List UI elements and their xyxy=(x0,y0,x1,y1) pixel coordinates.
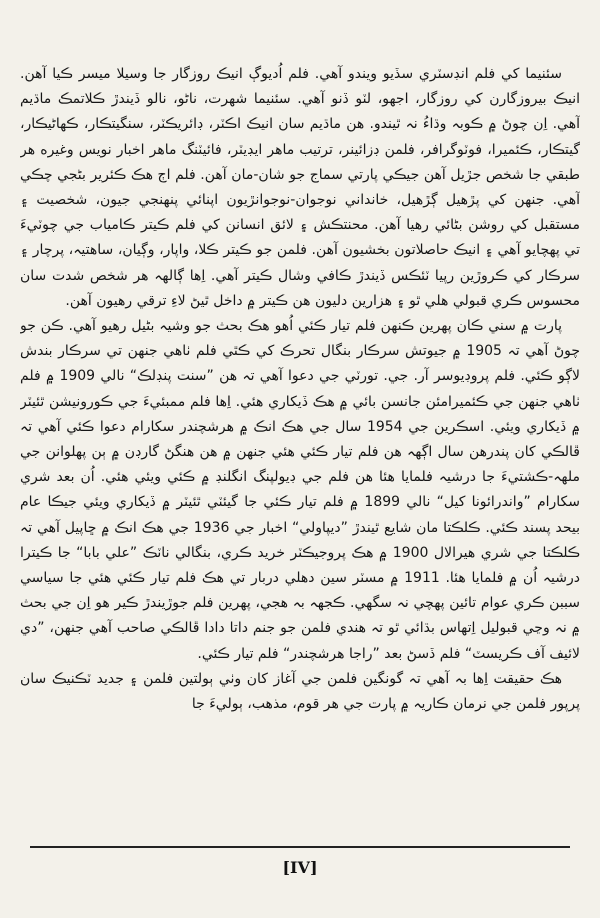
footer-divider xyxy=(30,846,570,848)
body-text xyxy=(20,62,580,820)
paragraph-1: سئنيما کي فلم انڊسٽري سڏيو ويندو آهي. فلم اُديوڳ انيڪ روزگار جا وسيلا ميسر ڪيا آهن. انيڪ بيروزگارن کي روزگار، اجهو، لٽو ڏنو آهي. سئنيما شهرت، ناڻو، نالو ڏيندڙ ڪلاتمڪ ماڌيم آهي. اِن چوڻ ۾ ڪوبہ وڌاءُ نہ ٿيندو. هن ماڌيم سان انيڪ اڪٽر، ڊائريڪٽر، سنگيتڪار، ڪهاڻيڪار، گيتڪار، ڪئميرا، فوٽوگرافر، فلمن ڊزائينر، ترتيب ماهر ايڊيٽر، فائيٽنگ ماهر اخبار نويس وغيره هر طبقي جا شخص جڙيل آهن جيڪي پارتي سماج جو شان-مان آهن. فلم اڄ هڪ ڪئرير بڻجي چڪي آهي. جنهن کي پڙهيل ڳڙهيل، خانداني نوجوان-نوجوانڙيون اپنائي پنهنجي جيون، شخصيت ۽ مستقبل کي روشن بڻائي رهيا آهن. محنتڪش ۽ لائق انسانن کي فلم ڪيتر ڪامياب جي چوٽيءَ تي پهچايو آهي ۽ انيڪ حاصلاتون بخشيون آهن. فلمن جو ڪيتر ڪلا، واپار، وڳيان، ساهتيہ، پرچار ۽ سرڪار کي ڪروڙين رپيا ٽئڪس ڏيندڙ ڪافي وشال ڪيتر آهي. اِها ڳالهہ هر شخص شدت سان محسوس ڪري قبولي هلي ٿو ۽ هزارين دليون هن ڪيتر ۾ داخل ٿيڻ لاءِ ترقي رهيون آهن. xyxy=(20,66,580,309)
paragraph-2: پارت ۾ سني ڪان پهرين ڪنهن فلم تيار ڪئي اُهو هڪ بحث جو وشيہ بڻيل رهيو آهي. ڪن جو چوڻ آهي تہ 1905 ۾ جيوتش سرڪار بنگال تحرڪ کي ڪٿي فلم ٺاهي جنهن تي سرڪار بندش لاڳو ڪئي. فلم پروڊيوسر آر. جي. تورٽي جي دعوا آهي تہ هن ”سنت پنڊلڪ“ نالي 1909 ۾ فلم ٺاهي جنهن جي ڪئميرامئن جانسن بائي ۾ هڪ ڏيکاري هئي. اِها فلم ممبئيءَ جي ڪورونيشن ٿئيٽر ۾ ڏيکاري ويئي. اسڪرين جي 1954 سال جي هڪ انڪ ۾ هرشچندر سکارام دعوا ڪئي آهي تہ ڦالڪي کان پندرهن سال اڳهہ هن فلم تيار ڪئي هئي جنهن ۾ هن هنگڻ گارڊن ۾ ٻن پهلوانن جي ملهہ-ڪشتيءَ جا درشيہ فلمايا هئا هن فلم جي ڊيولپنگ انگلنڊ ۾ ڪئي ويئي هئي. اُن بعد شري سکارام ”واندرائونا کيل“ نالي 1899 ۾ فلم تيار ڪئي جا گيئٽي ٿئيٽر ۾ ڏيکاري ويئي جيڪا عام بيحد پسند ڪئي. ڪلڪتا مان شايع ٿيندڙ ”ديپاولي“ اخبار جي 1936 جي هڪ انڪ ۾ ڇاپيل آهي تہ ڪلڪتا جي شري هيرالال 1900 ۾ هڪ پروجيڪٽر خريد ڪري، بنگالي ناٽڪ ”علي بابا“ جا ڪيترا درشيہ اُن ۾ فلمايا هئا. 1911 ۾ مسٽر سين دهلي دربار تي هڪ فلم تيار ڪئي هئي جا سياسي سببن ڪري عوام تائين پهچي نہ سگهي. ڪجهہ بہ هجي، پهرين فلم جوڙيندڙ ڪير هو اِن جي بحث ۾ نہ وڃي قبوليل اِتهاس بڌائي ٿو تہ هندي فلمن جو جنم داتا دادا ڦالڪي صاحب آهي جنهن، ”دي لائيف آف ڪريسٽ“ فلم ڏسڻ بعد ”راجا هرشچندر“ فلم تيار ڪئي. xyxy=(20,318,580,662)
page-number: [IV] xyxy=(282,858,318,877)
paragraph-3: هڪ حقيقت اِها بہ آهي تہ گونگين فلمن جي آغاز کان وٺي ٻولتين فلمن ۽ جديد ٽڪنيڪ سان پرپور فلمن جي نرمان ڪاريہ ۾ پارت جي هر قوم، مذهب، ٻوليءَ جا xyxy=(20,670,580,713)
